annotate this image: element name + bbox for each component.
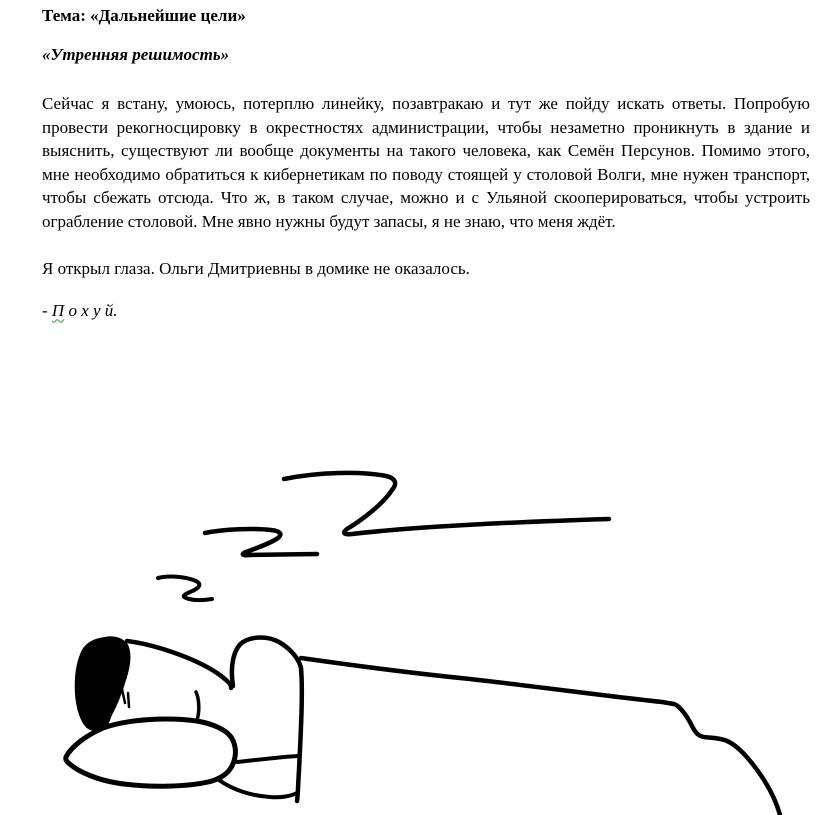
medium-z-icon (205, 529, 317, 555)
blanket-fold-lower (219, 780, 297, 797)
zzz-snore-marks (158, 473, 609, 600)
closing-line (42, 299, 810, 322)
blanket-top-edge (301, 658, 780, 815)
blanket-fold-upper (237, 756, 298, 762)
sleeper-figure (66, 637, 780, 815)
censored-word-rest: о х у й. (64, 300, 118, 320)
main-paragraph: Сейчас я встану, умоюсь, потерплю линейку, позавтракаю и тут же пойду искать ответы. Попробую провести рекогносцировку в окрестностях администрации, чтобы незаметно проникнуть в здание и выяснить, существуют ли вообще документы на такого человека, как Семён Персунов. Помимо этого, мне необходимо обратиться к кибернетикам по поводу стоящей у столовой Волги, мне нужен транспорт, чтобы сбежать отсюда. Что ж, в таком случае, можно и с Ульяной скооперироваться, чтобы устроить ограбление столовой. Мне явно нужны будут запасы, я не знаю, что меня ждёт. (42, 94, 810, 231)
wake-paragraph: Я открыл глаза. Ольги Дмитриевны в домике не оказалось. (42, 259, 470, 278)
big-z-icon (284, 473, 609, 534)
small-z-icon (158, 577, 212, 601)
head-outline (127, 641, 231, 688)
closing-dash: - (42, 300, 52, 320)
diary-entry (42, 4, 810, 322)
sleeping-person-drawing (0, 430, 831, 815)
page-title: Тема: «Дальнейшие цели» (42, 6, 246, 25)
blanket-shoulder-hump (232, 638, 302, 802)
closed-eye (196, 692, 199, 720)
censored-word-first-letter: П (51, 300, 65, 320)
entry-subtitle: «Утренняя решимость» (42, 45, 230, 64)
